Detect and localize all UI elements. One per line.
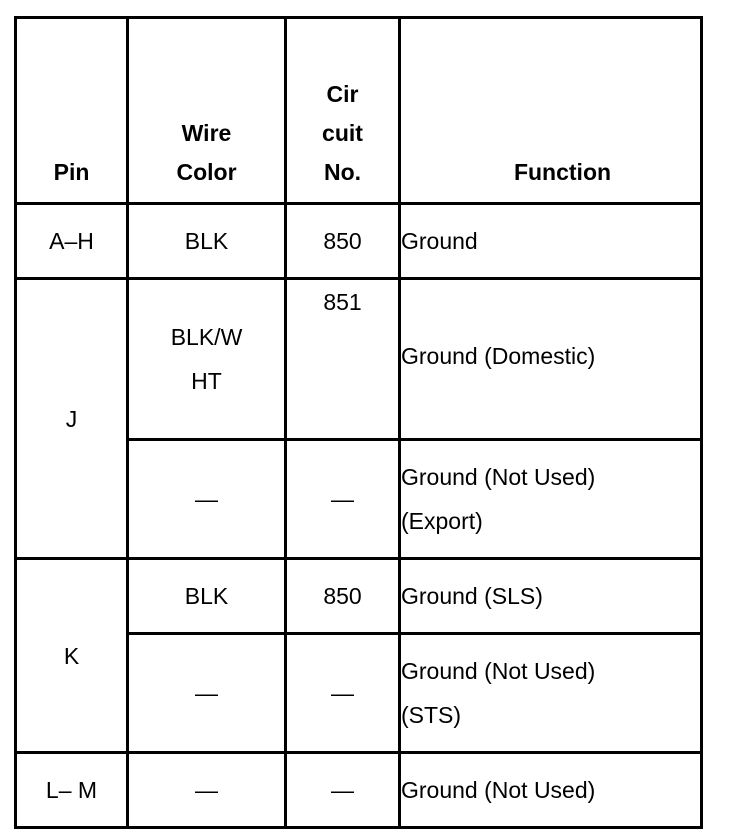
header-circuit-line-2: cuit [322,120,363,146]
circuit-cell: — [286,753,400,828]
wire-color-cell: — [128,753,286,828]
function-cell: Ground (Not Used) [400,753,702,828]
function-cell: Ground (Domestic) [400,279,702,440]
function-cell [400,440,702,559]
header-wire-color-line-1: Wire [181,120,232,146]
connector-pin-table [14,16,703,829]
pin-cell: A–H [16,204,128,279]
header-wire-color [128,18,286,204]
wire-color-line-2: HT [191,368,222,394]
table-row [16,279,702,440]
pin-cell: K [16,559,128,753]
table-row [16,204,702,279]
pin-cell: L– M [16,753,128,828]
table-row [16,753,702,828]
circuit-cell: — [286,634,400,753]
circuit-cell: 851 [286,279,400,440]
function-cell: Ground (SLS) [400,559,702,634]
wire-color-cell: — [128,634,286,753]
circuit-cell: 850 [286,204,400,279]
function-line-2: (STS) [401,702,462,728]
table-header-row [16,18,702,204]
wire-color-cell: BLK [128,559,286,634]
header-pin [16,18,128,204]
wire-color-cell: BLK [128,204,286,279]
header-pin-text: Pin [53,159,90,185]
pin-cell: J [16,279,128,559]
wire-color-cell: — [128,440,286,559]
circuit-cell: 850 [286,559,400,634]
header-circuit-no [286,18,400,204]
header-function [400,18,702,204]
table-row [16,559,702,634]
wire-color-cell [128,279,286,440]
circuit-cell: — [286,440,400,559]
function-line-1: Ground (Not Used) [401,658,596,684]
function-cell: Ground [400,204,702,279]
function-cell [400,634,702,753]
wire-color-line-1: BLK/W [170,324,243,350]
header-wire-color-line-2: Color [176,159,237,185]
function-line-1: Ground (Not Used) [401,464,596,490]
function-line-2: (Export) [401,508,483,534]
header-circuit-line-1: Cir [326,81,359,107]
header-circuit-line-3: No. [323,159,362,185]
header-function-text: Function [513,159,612,185]
